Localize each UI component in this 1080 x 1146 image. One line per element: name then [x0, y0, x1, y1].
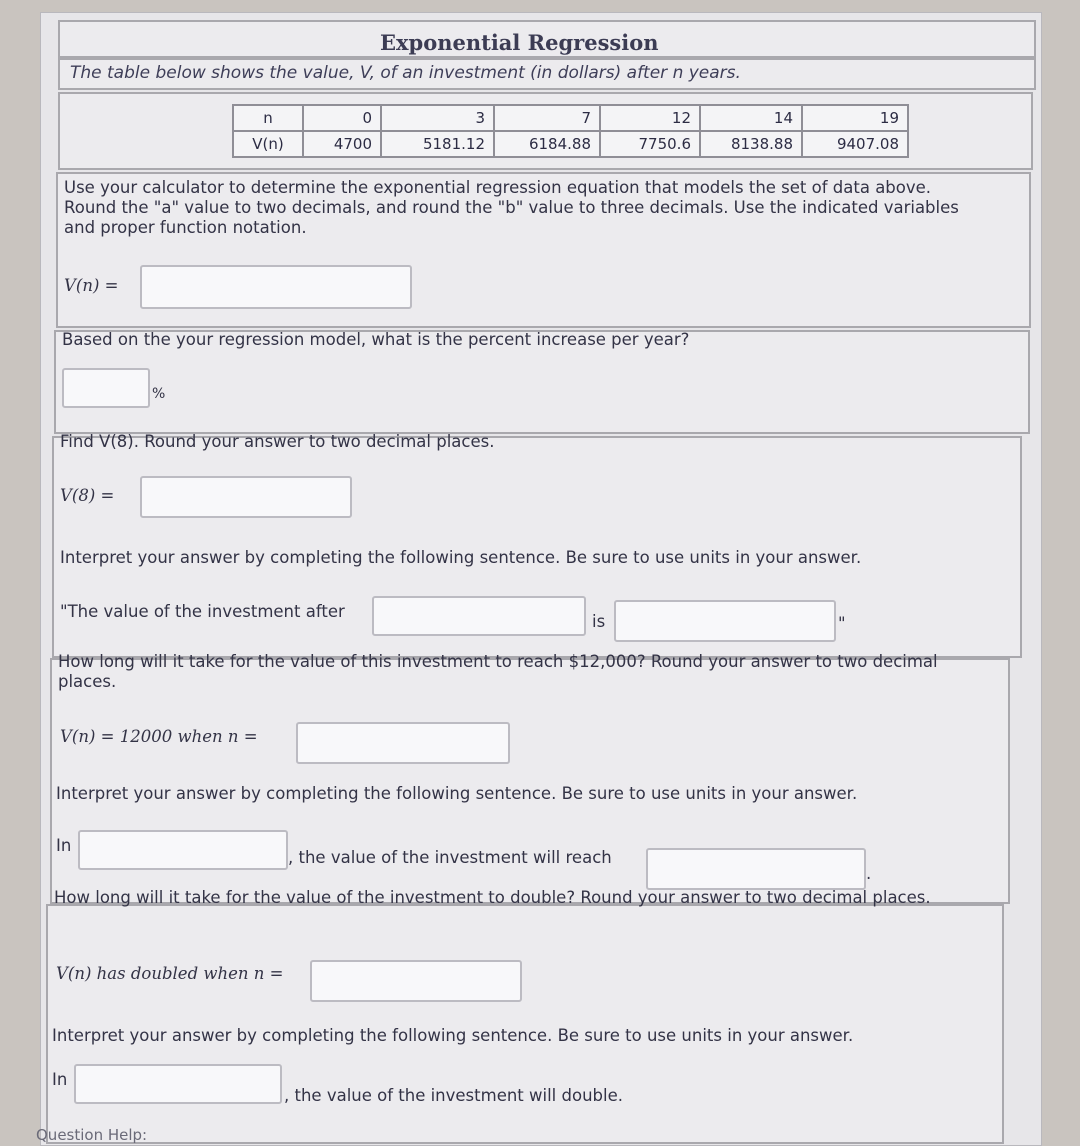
q3-sentence-start: "The value of the investment after: [60, 602, 345, 621]
v8-input[interactable]: [140, 476, 352, 518]
q4-sentence-start: In: [56, 836, 72, 855]
q3-time-input[interactable]: [372, 596, 586, 636]
q1-instructions: Use your calculator to determine the exponential regression equation that models the set of data above. Round the "a" value to two decimals, and round the "b" value to three decimals. Use the indicated variables and proper function notation.: [64, 178, 959, 237]
table-cell: 6184.88: [494, 131, 600, 157]
q5-sentence-end: , the value of the investment will double.: [284, 1086, 623, 1105]
q5-time-input[interactable]: [74, 1064, 282, 1104]
time-to-12000-input[interactable]: [296, 722, 510, 764]
problem-statement: The table below shows the value, V, of an investment (in dollars) after n years.: [70, 63, 741, 83]
q5-interpret: Interpret your answer by completing the following sentence. Be sure to use units in your answer.: [52, 1026, 854, 1045]
data-table: [232, 104, 909, 158]
table-cell: 8138.88: [700, 131, 802, 157]
table-cell: 9407.08: [802, 131, 908, 157]
page-title: Exponential Regression: [380, 30, 659, 55]
q3-value-input[interactable]: [614, 600, 836, 642]
q5-sentence-start: In: [52, 1070, 68, 1089]
q4-prompt: How long will it take for the value of this investment to reach $12,000? Round your answer to two decimal places.: [58, 652, 938, 691]
q3-label: V(8) =: [60, 486, 115, 505]
q4-value-input[interactable]: [646, 848, 866, 890]
row-label-n: n: [233, 105, 303, 131]
q4-interpret: Interpret your answer by completing the following sentence. Be sure to use units in your answer.: [56, 784, 858, 803]
regression-equation-input[interactable]: [140, 265, 412, 309]
q3-interpret: Interpret your answer by completing the following sentence. Be sure to use units in your answer.: [60, 548, 862, 567]
table-row-n: [233, 105, 908, 131]
table-row-v: [233, 131, 908, 157]
q2-prompt: Based on the your regression model, what is the percent increase per year?: [62, 330, 690, 349]
q3-prompt: Find V(8). Round your answer to two decimal places.: [60, 432, 495, 451]
q4-time-input[interactable]: [78, 830, 288, 870]
q3-sentence-mid: is: [592, 612, 606, 631]
table-cell: 4700: [303, 131, 381, 157]
doubling-time-input[interactable]: [310, 960, 522, 1002]
table-cell: 14: [700, 105, 802, 131]
q1-label: V(n) =: [64, 276, 119, 295]
percent-sign: %: [152, 386, 166, 402]
table-cell: 19: [802, 105, 908, 131]
q3-sentence-end: ": [838, 614, 846, 633]
table-cell: 12: [600, 105, 700, 131]
table-cell: 7: [494, 105, 600, 131]
q4-label: V(n) = 12000 when n =: [60, 727, 258, 746]
table-cell: 3: [381, 105, 494, 131]
table-cell: 5181.12: [381, 131, 494, 157]
question-help-label: Question Help:: [36, 1126, 148, 1144]
row-label-v: V(n): [233, 131, 303, 157]
table-cell: 7750.6: [600, 131, 700, 157]
q4-sentence-end: .: [866, 864, 872, 883]
q5-prompt: How long will it take for the value of the investment to double? Round your answer to two decimal places.: [54, 888, 931, 907]
table-cell: 0: [303, 105, 381, 131]
q5-box: [46, 904, 1004, 1144]
q4-sentence-mid: , the value of the investment will reach: [288, 848, 612, 867]
percent-increase-input[interactable]: [62, 368, 150, 408]
q5-label: V(n) has doubled when n =: [56, 964, 284, 983]
